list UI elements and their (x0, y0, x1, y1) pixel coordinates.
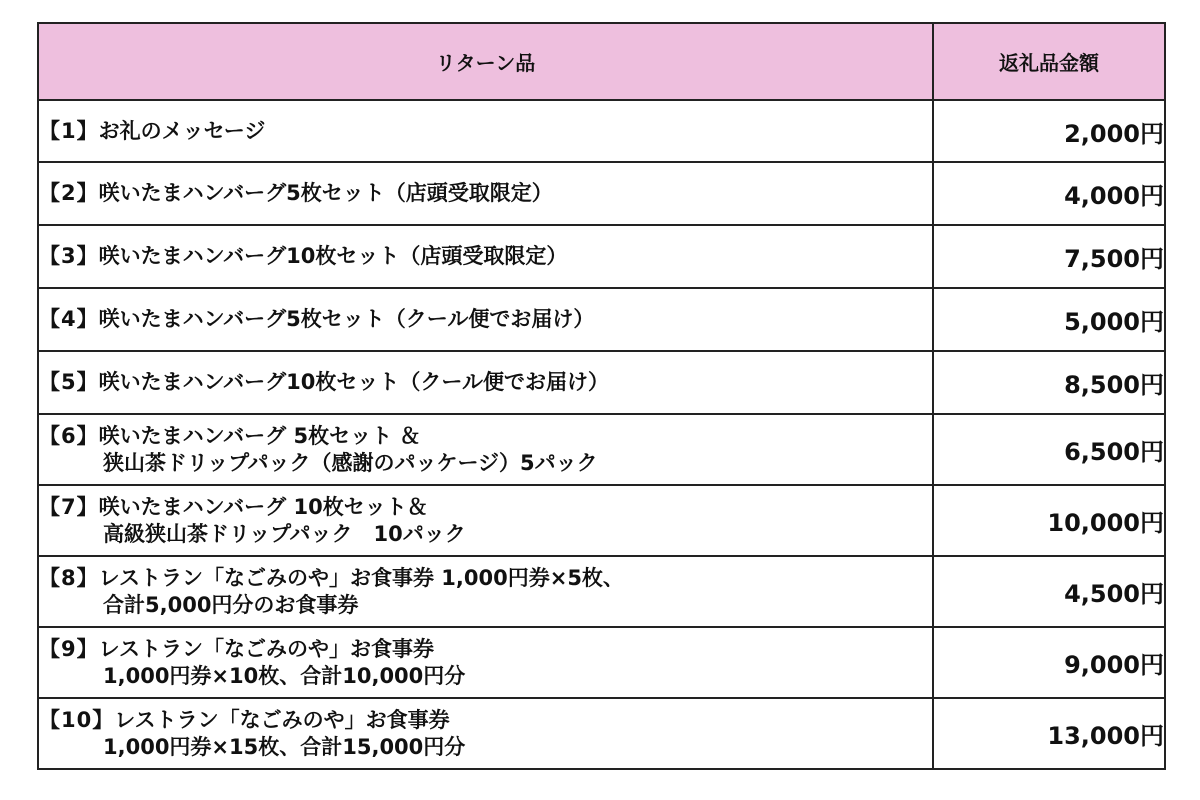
item-cell (38, 351, 933, 414)
item-code: 【8】 (39, 565, 99, 590)
item-line1: お礼のメッセージ (98, 118, 266, 143)
item-cell (38, 414, 933, 485)
item-cell (38, 162, 933, 225)
item-cell (38, 556, 933, 627)
price-cell: 9,000円 (933, 627, 1165, 698)
item-code: 【2】 (39, 181, 99, 205)
item-line2: 狭山茶ドリップパック（感謝のパッケージ）5パック (103, 450, 598, 475)
return-items-table (37, 22, 1166, 770)
item-cell (38, 225, 933, 288)
item-code: 【9】 (39, 636, 99, 661)
price-cell: 4,500円 (933, 556, 1165, 627)
item-line1: 咲いたまハンバーグ5枚セット（店頭受取限定） (98, 181, 553, 205)
table-header (38, 23, 1165, 100)
item-code: 【1】 (39, 118, 99, 143)
item-code: 【4】 (39, 307, 99, 331)
item-cell (38, 698, 933, 769)
table-row (38, 351, 1165, 414)
price-cell: 13,000円 (933, 698, 1165, 769)
price-cell: 5,000円 (933, 288, 1165, 351)
item-line1: 咲いたまハンバーグ5枚セット（クール便でお届け） (98, 307, 595, 331)
item-code: 【6】 (39, 423, 99, 448)
item-cell (38, 100, 933, 162)
price-cell: 6,500円 (933, 414, 1165, 485)
header-row (38, 23, 1165, 100)
table-row (38, 627, 1165, 698)
item-line2: 1,000円券×10枚、合計10,000円分 (103, 663, 466, 688)
table-row (38, 414, 1165, 485)
item-line1: レストラン「なごみのや」お食事券 1,000円券×5枚、 (98, 565, 624, 590)
header-item: リターン品 (38, 23, 933, 100)
item-line2: 高級狭山茶ドリップパック 10パック (103, 521, 466, 546)
table-row (38, 556, 1165, 627)
table-row (38, 162, 1165, 225)
table-row (38, 485, 1165, 556)
item-code: 【3】 (39, 244, 99, 268)
item-cell (38, 288, 933, 351)
item-line1: 咲いたまハンバーグ10枚セット（店頭受取限定） (98, 244, 568, 268)
item-cell (38, 627, 933, 698)
price-cell: 8,500円 (933, 351, 1165, 414)
item-line2: 合計5,000円分のお食事券 (103, 592, 359, 617)
item-line1: 咲いたまハンバーグ 5枚セット ＆ (98, 423, 421, 448)
price-cell: 7,500円 (933, 225, 1165, 288)
table-row (38, 288, 1165, 351)
item-line2: 1,000円券×15枚、合計15,000円分 (103, 734, 466, 759)
item-cell (38, 485, 933, 556)
item-line1: 咲いたまハンバーグ10枚セット（クール便でお届け） (98, 370, 609, 394)
item-code: 【7】 (39, 494, 99, 519)
item-line1: 咲いたまハンバーグ 10枚セット＆ (98, 494, 428, 519)
table-row (38, 100, 1165, 162)
table-row (38, 698, 1165, 769)
item-code: 【10】 (39, 707, 115, 732)
item-code: 【5】 (39, 370, 99, 394)
item-line1: レストラン「なごみのや」お食事券 (114, 707, 450, 732)
item-line1: レストラン「なごみのや」お食事券 (98, 636, 434, 661)
price-cell: 10,000円 (933, 485, 1165, 556)
table-row (38, 225, 1165, 288)
price-cell: 2,000円 (933, 100, 1165, 162)
header-price: 返礼品金額 (933, 23, 1165, 100)
price-cell: 4,000円 (933, 162, 1165, 225)
